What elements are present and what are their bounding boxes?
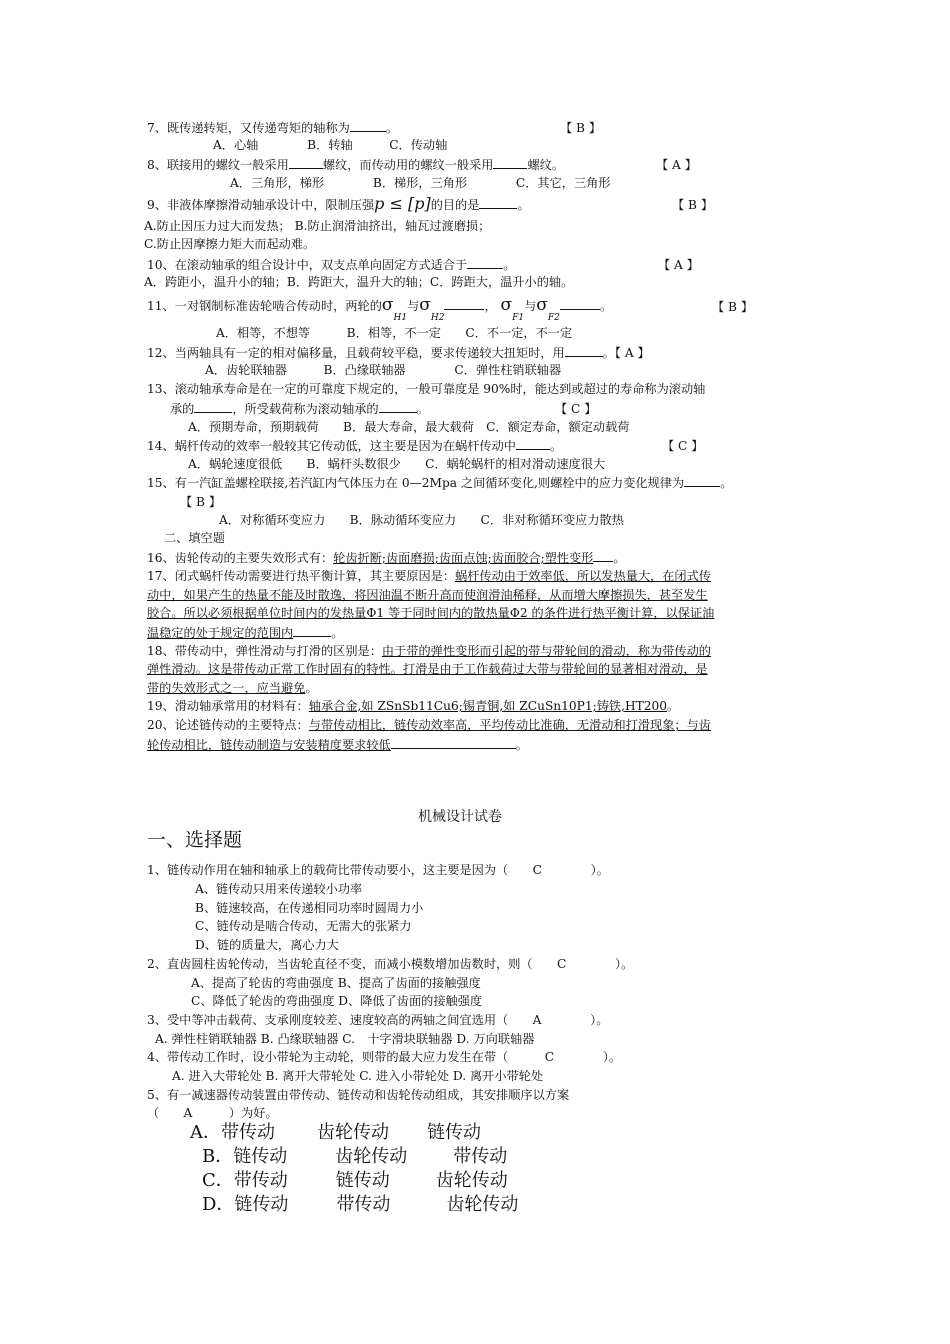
q9-stem: 9、非液体摩擦滑动轴承设计中，限制压强p ≤ [p]的目的是 。 <box>147 194 530 213</box>
q8-stem: 8、联接用的螺纹一般采用 螺纹，而传动用的螺纹一般采用 螺纹。 <box>147 158 565 172</box>
q15-options: A．对称循环变应力 B．脉动循环变应力 C．非对称循环变应力散热 <box>219 513 624 527</box>
q18-line3: 带的失效形式之一，应当避免。 <box>147 681 318 695</box>
q11-stem: 11、一对钢制标准齿轮啮合传动时，两轮的$\sigma_{H1}$与$\sigma_{H2}$， $\sigma_{F1}$与$\sigma_{F2}$。 <box>147 295 613 323</box>
p5-option-b: B．链传动 齿轮传动 带传动 <box>202 1146 508 1167</box>
q9-answer: 【 B 】 <box>672 198 714 212</box>
p5-option-a: A．带传动 齿轮传动 链传动 <box>190 1122 481 1143</box>
q20-line2: 轮传动相比，链传动制造与安装精度要求较低 。 <box>147 738 528 752</box>
q9-options-2: C.防止因摩擦力矩大而起动难。 <box>144 237 316 251</box>
p2-stem: 2、直齿圆柱齿轮传动，当齿轮直径不变，而减小模数增加齿数时，则（ C ）。 <box>147 957 634 971</box>
section-choice-title: 一、选择题 <box>147 829 243 851</box>
q12-stem: 12、当两轴具有一定的相对偏移量，且载荷较平稳，要求传递较大扭矩时，用 。【 A 】 <box>147 346 650 360</box>
pressure-formula: p ≤ [p] <box>374 194 431 213</box>
q13-options: A．预期寿命，预期载荷 B．最大寿命，最大载荷 C．额定寿命，额定动载荷 <box>188 420 630 434</box>
q7-options: A．心轴 B．转轴 C．传动轴 <box>213 138 448 152</box>
p1-option-a: A、链传动只用来传递较小功率 <box>195 882 363 896</box>
p4-options: A. 进入大带轮处 B. 离开大带轮处 C. 进入小带轮处 D. 离开小带轮处 <box>172 1069 544 1083</box>
q17-line4: 温稳定的处于规定的范围内 。 <box>147 626 344 640</box>
p1-option-b: B、链速较高，在传递相同功率时圆周力小 <box>195 901 424 915</box>
q11-options: A．相等，不想等 B．相等，不一定 C．不一定，不一定 <box>216 326 573 340</box>
q14-answer: 【 C 】 <box>662 439 704 453</box>
p2-options-cd: C、降低了轮齿的弯曲强度 D、降低了齿面的接触强度 <box>191 994 483 1008</box>
q15-stem: 15、有一汽缸盖螺栓联接,若汽缸内气体压力在 0—2Mpa 之间循环变化,则螺栓中的应力变化规律为 。 <box>147 476 733 490</box>
q15-answer: 【 B 】 <box>180 495 222 509</box>
q20-line1: 20、论述链传动的主要特点：与带传动相比，链传动效率高，平均传动比准确，无滑动和打滑现象；与齿 <box>147 718 711 732</box>
q17-line2: 动中，如果产生的热量不能及时散逸，将因油温不断升高而使润滑油稀释，从而增大摩擦损失，甚至发生 <box>147 588 708 602</box>
q7-answer: 【 B 】 <box>560 121 602 135</box>
p5-option-c: C．带传动 链传动 齿轮传动 <box>202 1170 508 1191</box>
q8-options: A．三角形，梯形 B．梯形，三角形 C．其它，三角形 <box>230 176 611 190</box>
q10-stem: 10、在滚动轴承的组合设计中，双支点单向固定方式适合于 。 <box>147 258 516 272</box>
q14-options: A．蜗轮速度很低 B．蜗杆头数很少 C．蜗轮蜗杆的相对滑动速度很大 <box>188 457 606 471</box>
p1-stem: 1、链传动作用在轴和轴承上的载荷比带传动要小，这主要是因为（ C ）。 <box>147 863 609 877</box>
q17-line1: 17、闭式蜗杆传动需要进行热平衡计算，其主要原因是：蜗杆传动由于效率低，所以发热量大，在闭式传 <box>147 569 711 583</box>
p5-paren: （ A ）为好。 <box>147 1106 278 1120</box>
q8-answer: 【 A 】 <box>656 158 697 172</box>
section-fill-in-title: 二、填空题 <box>164 531 225 545</box>
p1-option-d: D、链的质量大，离心力大 <box>195 938 339 952</box>
q11-answer: 【 B 】 <box>712 300 754 314</box>
q12-options: A．齿轮联轴器 B．凸缘联轴器 C．弹性柱销联轴器 <box>205 363 562 377</box>
q10-answer: 【 A 】 <box>658 258 699 272</box>
p1-option-c: C、链传动是啮合传动，无需大的张紧力 <box>195 919 412 933</box>
p5-option-d: D．链传动 带传动 齿轮传动 <box>202 1194 519 1215</box>
q13-answer: 【 C 】 <box>555 402 597 416</box>
q18-line2: 弹性滑动。这是带传动正常工作时固有的特性。打滑是由于工作载荷过大带与带轮间的显著相对滑动，是 <box>147 662 708 676</box>
q13-line2: 承的 ，所受载荷称为滚动轴承的 。 <box>170 402 429 416</box>
p4-stem: 4、带传动工作时，设小带轮为主动轮，则带的最大应力发生在带（ C ）。 <box>147 1050 622 1064</box>
q9-options-1: A.防止因压力过大而发热； B.防止润滑油挤出，轴瓦过渡磨损； <box>144 219 491 233</box>
p2-options-ab: A、提高了轮齿的弯曲强度 B、提高了齿面的接触强度 <box>191 976 481 990</box>
q16: 16、齿轮传动的主要失效形式有：轮齿折断;齿面磨损;齿面点蚀;齿面胶合;塑性变形 。 <box>147 551 626 565</box>
exam-title: 机械设计试卷 <box>418 809 502 825</box>
p3-options: A. 弹性柱销联轴器 B. 凸缘联轴器 C. 十字滑块联轴器 D. 万向联轴器 <box>155 1032 535 1046</box>
q18-line1: 18、带传动中，弹性滑动与打滑的区别是：由于带的弹性变形而引起的带与带轮间的滑动，称为带传动的 <box>147 644 711 658</box>
q14-stem: 14、蜗杆传动的效率一般较其它传动低，这主要是因为在蜗杆传动中 。 <box>147 439 563 453</box>
p5-stem: 5、有一减速器传动装置由带传动、链传动和齿轮传动组成，其安排顺序以方案 <box>147 1088 570 1102</box>
q10-options: A．跨距小，温升小的轴；B．跨距大，温升大的轴；C．跨距大，温升小的轴。 <box>144 275 574 289</box>
q19: 19、滑动轴承常用的材料有：轴承合金,如 ZSnSb11Cu6;锡青铜,如 ZCuSn10P1;铸铁,HT200。 <box>147 699 680 713</box>
q13-line1: 13、滚动轴承寿命是在一定的可靠度下规定的，一般可靠度是 90%时，能达到或超过的寿命称为滚动轴 <box>147 382 706 396</box>
q7-stem: 7、既传递转矩，又传递弯矩的轴称为 。 <box>147 121 398 135</box>
q17-line3: 胶合。所以必须根据单位时间内的发热量Φ1 等于同时间内的散热量Φ2 的条件进行热平衡计算，以保证油 <box>147 606 715 620</box>
p3-stem: 3、受中等冲击载荷、支承刚度较差、速度较高的两轴之间宜选用（ A ）。 <box>147 1013 609 1027</box>
